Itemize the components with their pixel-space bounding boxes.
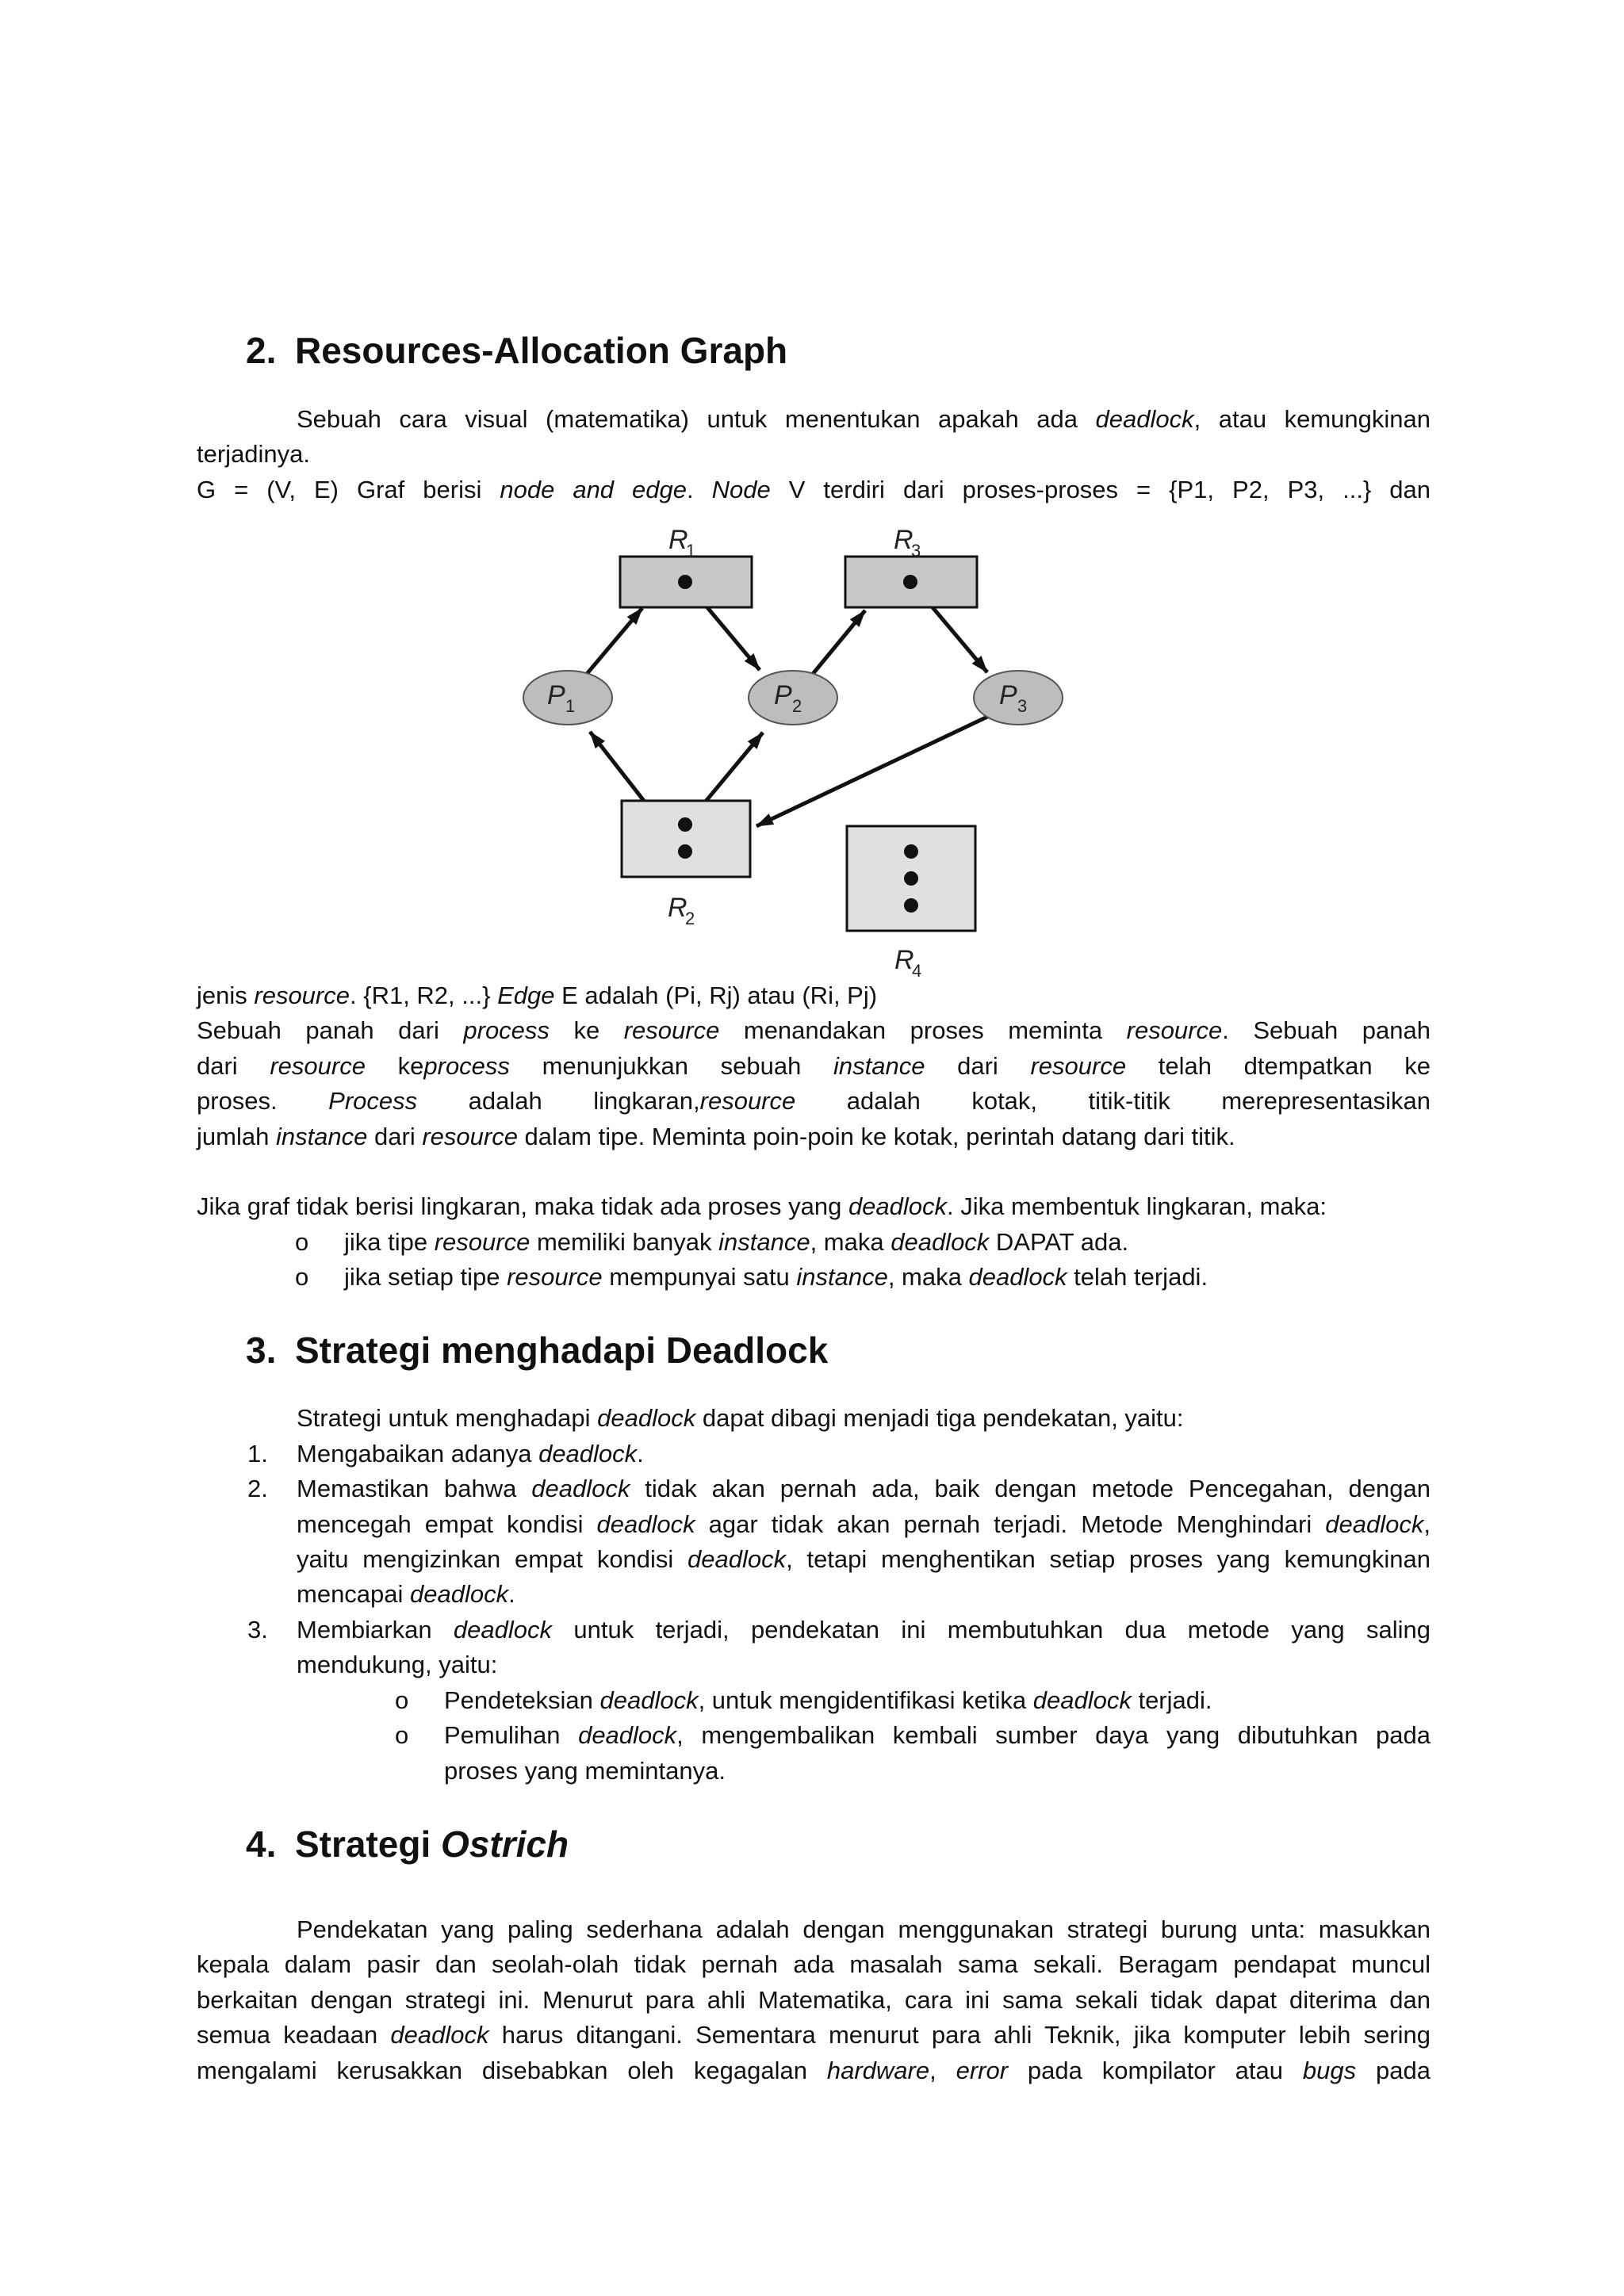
ostrich-line-1: Pendekatan yang paling sederhana adalah dengan menggunakan strategi burung unta: masukkan (297, 1915, 1431, 1943)
sub-bullet-marker: o (395, 1721, 409, 1749)
section-3-intro: Strategi untuk menghadapi deadlock dapat dibagi menjadi tiga pendekatan, yaitu: (297, 1404, 1184, 1432)
svg-text:R: R (668, 525, 688, 555)
process-p3 (974, 671, 1063, 725)
ostrich-line-4: semua keadaan deadlock harus ditangani. Sementara menurut para ahli Teknik, jika komputer lebih sering (197, 2021, 1431, 2049)
edge-p2-r3 (813, 610, 865, 674)
resource-r4 (847, 826, 975, 981)
svg-text:P: P (547, 680, 565, 710)
ostrich-line-3: berkaitan dengan strategi ini. Menurut para ahli Matematika, cara ini sama sekali tidak dapat diterima dan (197, 1986, 1431, 2014)
resource-r2 (622, 801, 750, 928)
edge-p3-r2 (756, 712, 998, 826)
sub-bullet-1: Pendeteksian deadlock, untuk mengidentifikasi ketika deadlock terjadi. (444, 1686, 1212, 1714)
svg-text:R: R (894, 525, 914, 555)
list-item-2-line-1: Memastikan bahwa deadlock tidak akan pernah ada, baik dengan metode Pencegahan, dengan (297, 1475, 1431, 1502)
list-number: 1. (247, 1440, 268, 1468)
section-number: 2. (246, 330, 277, 371)
section-title: Strategi menghadapi Deadlock (295, 1330, 829, 1371)
section-2-intro: Sebuah cara visual (matematika) untuk menentukan apakah ada deadlock, atau kemungkinan (297, 405, 1431, 433)
paragraph-line-4: jumlah instance dari resource dalam tipe. Meminta poin-poin ke kotak, perintah datang dari titik. (197, 1123, 1235, 1150)
resource-r1 (620, 525, 752, 607)
section-number: 4. (246, 1823, 277, 1865)
list-item-2-line-4: mencapai deadlock. (297, 1580, 515, 1608)
section-3-heading (246, 1328, 1197, 1372)
section-title: Strategi Ostrich (295, 1823, 569, 1865)
svg-text:4: 4 (912, 961, 922, 981)
section-number: 3. (246, 1330, 277, 1371)
sub-bullet-2-line-1: Pemulihan deadlock, mengembalikan kembali sumber daya yang dibutuhkan pada (444, 1721, 1431, 1749)
resource-r3 (845, 525, 977, 607)
graph-definition-line: G = (V, E) Graf berisi node and edge. Node V terdiri dari proses-proses = {P1, P2, P3, ...} dan (197, 476, 1431, 503)
edge-p1-r1 (587, 608, 642, 674)
svg-text:P: P (774, 680, 792, 710)
process-p2 (749, 671, 837, 725)
bullet-item: jika tipe resource memiliki banyak instance, maka deadlock DAPAT ada. (344, 1228, 1129, 1256)
svg-text:1: 1 (686, 541, 696, 561)
graph-edge-line: jenis resource. {R1, R2, ...} Edge E adalah (Pi, Rj) atau (Ri, Pj) (197, 982, 878, 1009)
bullet-marker: o (295, 1228, 309, 1256)
svg-text:2: 2 (685, 909, 695, 928)
list-item-1: Mengabaikan adanya deadlock. (297, 1440, 644, 1468)
svg-text:1: 1 (565, 696, 576, 716)
list-item-3-line-1: Membiarkan deadlock untuk terjadi, pendekatan ini membutuhkan dua metode yang saling (297, 1616, 1431, 1644)
section-2-heading (246, 328, 1197, 373)
paragraph-line-3: proses. Process adalah lingkaran,resource adalah kotak, titik-titik merepresentasikan (197, 1087, 1431, 1115)
ostrich-line-2: kepala dalam pasir dan seolah-olah tidak pernah ada masalah sama sekali. Beragam pendapat muncul (197, 1950, 1431, 1978)
cycle-line: Jika graf tidak berisi lingkaran, maka tidak ada proses yang deadlock. Jika membentuk lingkaran, maka: (197, 1192, 1327, 1220)
svg-text:2: 2 (792, 696, 802, 716)
svg-text:R: R (668, 893, 688, 923)
list-number: 2. (247, 1475, 268, 1502)
bullet-marker: o (295, 1263, 309, 1291)
paragraph-line-2: dari resource keprocess menunjukkan sebuah instance dari resource telah dtempatkan ke (197, 1052, 1431, 1080)
paragraph-line-1: Sebuah panah dari process ke resource menandakan proses meminta resource. Sebuah panah (197, 1016, 1431, 1044)
resource-allocation-graph (508, 515, 1078, 991)
svg-text:R: R (894, 945, 914, 975)
ostrich-line-5: mengalami kerusakkan disebabkan oleh kegagalan hardware, error pada kompilator atau bugs pada (197, 2057, 1431, 2084)
section-2-intro-cont: terjadinya. (197, 440, 311, 468)
list-item-2-line-2: mencegah empat kondisi deadlock agar tidak akan pernah terjadi. Metode Menghindari deadlock, (297, 1510, 1431, 1538)
list-item-2-line-3: yaitu mengizinkan empat kondisi deadlock, tetapi menghentikan setiap proses yang kemungkinan (297, 1545, 1431, 1573)
svg-text:3: 3 (1017, 696, 1028, 716)
svg-text:P: P (999, 680, 1017, 710)
list-number: 3. (247, 1616, 268, 1644)
section-title: Resources-Allocation Graph (295, 330, 788, 371)
list-item-3-line-2: mendukung, yaitu: (297, 1651, 498, 1678)
section-4-heading (246, 1822, 1197, 1866)
sub-bullet-marker: o (395, 1686, 409, 1714)
process-p1 (523, 671, 612, 725)
sub-bullet-2-line-2: proses yang memintanya. (444, 1757, 726, 1785)
svg-text:3: 3 (911, 541, 921, 561)
bullet-item: jika setiap tipe resource mempunyai satu instance, maka deadlock telah terjadi. (344, 1263, 1208, 1291)
